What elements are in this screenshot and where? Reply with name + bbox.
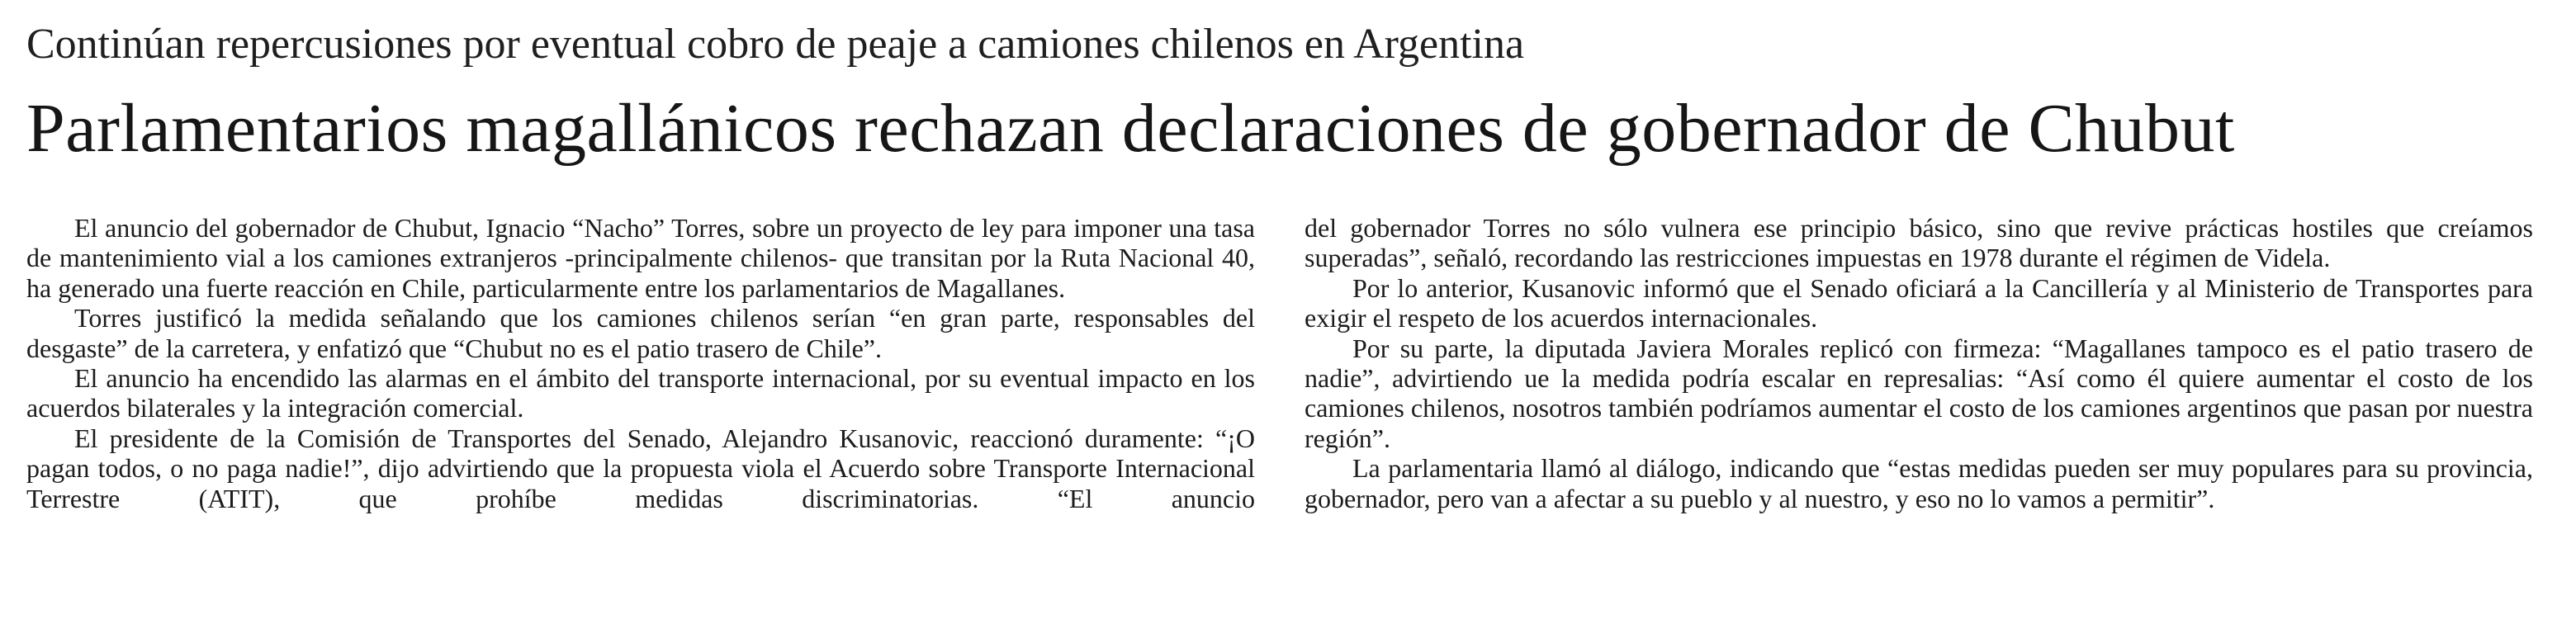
paragraph-continued: del gobernador Torres no sólo vulnera ese principio básico, sino que revive prácticas hostiles que creíamos superadas”, señaló, recordando las restricciones impuestas en 1978 durante el régimen de Videla. bbox=[1305, 213, 2533, 273]
article-headline: Parlamentarios magallánicos rechazan declaraciones de gobernador de Chubut bbox=[26, 90, 2235, 167]
news-article bbox=[26, 0, 2550, 624]
paragraph: La parlamentaria llamó al diálogo, indicando que “estas medidas pueden ser muy populares para su provincia, gobernador, pero van a afectar a su pueblo y al nuestro, y eso no lo vamos a permitir”. bbox=[1305, 453, 2533, 513]
article-column-right bbox=[1305, 213, 2533, 513]
paragraph: Por lo anterior, Kusanovic informó que el Senado oficiará a la Cancillería y al Ministerio de Transportes para exigir el respeto de los acuerdos internacionales. bbox=[1305, 272, 2533, 333]
paragraph: Torres justificó la medida señalando que los camiones chilenos serían “en gran parte, responsables del desgaste” de la carretera, y enfatizó que “Chubut no es el patio trasero de Chile”. bbox=[26, 303, 1255, 363]
paragraph: El presidente de la Comisión de Transportes del Senado, Alejandro Kusanovic, reaccionó duramente: “¡O pagan todos, o no paga nadie!”, dijo advirtiendo que la propuesta viola el Acuerdo sobre Transporte Internacional Terrestre (ATIT), que prohíbe medidas discriminatorias. “El anuncio bbox=[26, 423, 1255, 513]
paragraph: Por su parte, la diputada Javiera Morales replicó con firmeza: “Magallanes tampoco es el patio trasero de nadie”, advirtiendo ue la medida podría escalar en represalias: “Así como él quiere aumentar el costo de los camiones chilenos, nosotros también podríamos aumentar el costo de los camiones argentinos que pasan por nuestra región”. bbox=[1305, 333, 2533, 453]
paragraph: El anuncio ha encendido las alarmas en el ámbito del transporte internacional, por su eventual impacto en los acuerdos bilaterales y la integración comercial. bbox=[26, 363, 1255, 423]
paragraph: El anuncio del gobernador de Chubut, Ignacio “Nacho” Torres, sobre un proyecto de ley para imponer una tasa de mantenimiento vial a los camiones extranjeros -principalmente chilenos- que transitan por la Ruta Nacional 40, ha generado una fuerte reacción en Chile, particularmente entre los parlamentarios de Magallanes. bbox=[26, 213, 1255, 303]
article-kicker: Continúan repercusiones por eventual cobro de peaje a camiones chilenos en Argentina bbox=[26, 21, 1525, 68]
article-column-left bbox=[26, 213, 1255, 513]
